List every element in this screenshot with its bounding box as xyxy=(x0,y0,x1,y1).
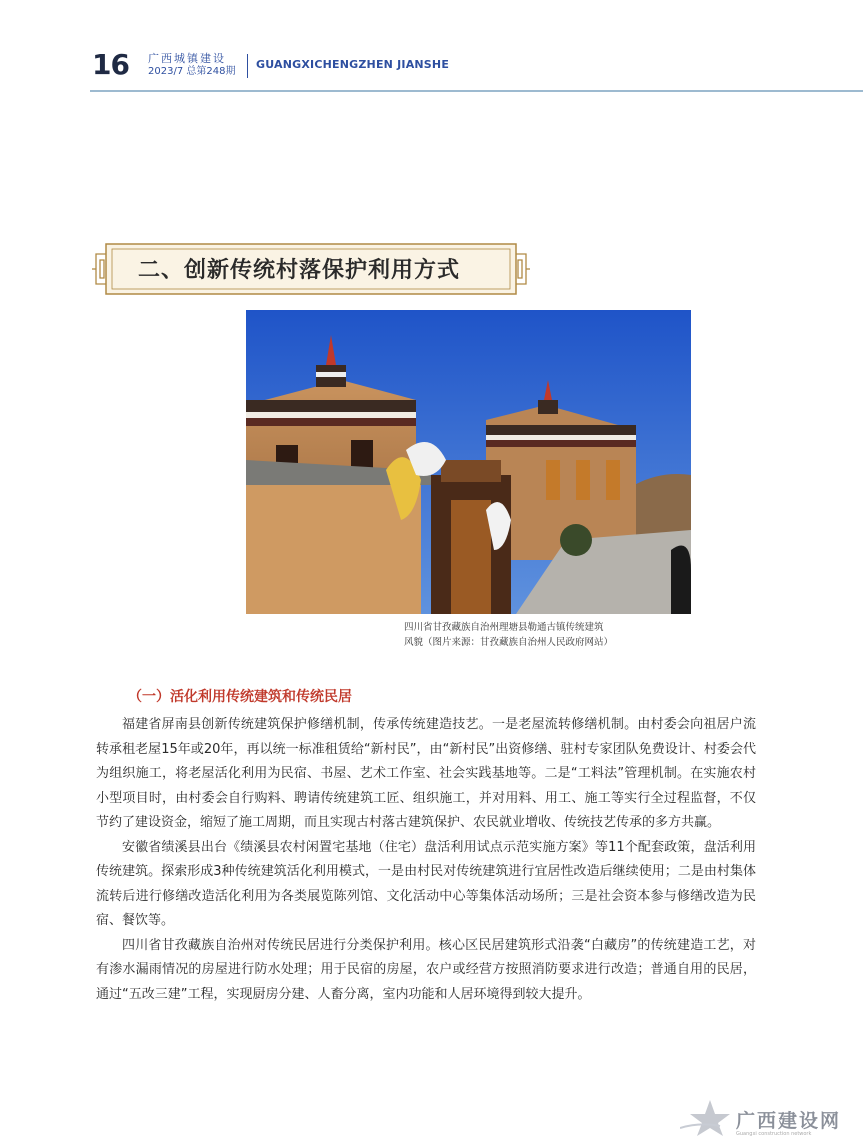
watermark xyxy=(680,1098,860,1144)
page-header xyxy=(0,0,863,95)
section-title: 二、创新传统村落保护利用方式 xyxy=(138,258,461,283)
magazine-info xyxy=(148,52,235,79)
paragraph: 安徽省绩溪县出台《绩溪县农村闲置宅基地（住宅）盘活利用试点示范实施方案》等11个配套政策，盘活利用传统建筑。探索形成3种传统建筑活化利用模式，一是由村民对传统建筑进行宜居性改造后继续使用；二是由村集体流转后进行修缮改造活化利用为各类展览陈列馆、文化活动中心等集体活动场所；三是社会资本参与修缮改造为民宿、餐饮等。 xyxy=(96,839,756,928)
photo-caption xyxy=(404,620,694,650)
header-rule xyxy=(90,90,863,92)
page-number: 16 xyxy=(92,48,129,81)
paragraph: 福建省屏南县创新传统建筑保护修缮机制，传承传统建造技艺。一是老屋流转修缮机制。由村委会向祖居户流转承租老屋15年或20年，再以统一标准租赁给“新村民”，由“新村民”出资修缮、驻村专家团队免费设计、村委会代为组织施工，将老屋活化利用为民宿、书屋、艺术工作室、社会实践基地等。二是“工料法”管理机制。在实施农村小型项目时，由村委会自行购料、聘请传统建筑工匠、组织施工，并对用料、用工、施工等实行全过程监督，不仅节约了建设资金，缩短了施工周期，而且实现古村落古建筑保护、农民就业增收、传统技艺传承的多方共赢。 xyxy=(96,717,756,830)
watermark-subtext: Guangxi construction network xyxy=(736,1131,812,1137)
caption-line-2: 风貌（图片来源：甘孜藏族自治州人民政府网站） xyxy=(404,637,614,648)
pinyin-title: GUANGXICHENGZHEN JIANSHE xyxy=(256,58,450,71)
article-body xyxy=(96,713,756,1007)
caption-line-1: 四川省甘孜藏族自治州理塘县勒通古镇传统建筑 xyxy=(404,622,604,633)
magazine-title: 广西城镇建设 xyxy=(148,52,226,65)
watermark-text: 广西建设网 xyxy=(736,1110,842,1132)
tibetan-village-photo xyxy=(246,310,691,614)
subsection-title: （一）活化利用传统建筑和传统民居 xyxy=(128,689,352,705)
star-logo-icon xyxy=(680,1098,736,1138)
issue-number: 2023/7 总第248期 xyxy=(148,66,236,77)
paragraph: 四川省甘孜藏族自治州对传统民居进行分类保护利用。核心区民居建筑形式沿袭“白藏房”的传统建造工艺，对有渗水漏雨情况的房屋进行防水处理；用于民宿的房屋，农户或经营方按照消防要求进行改造；普通自用的民居，通过“五改三建”工程，实现厨房分建、人畜分离，室内功能和人居环境得到较大提升。 xyxy=(96,937,756,1002)
header-separator xyxy=(247,54,248,78)
section-banner xyxy=(92,240,530,298)
